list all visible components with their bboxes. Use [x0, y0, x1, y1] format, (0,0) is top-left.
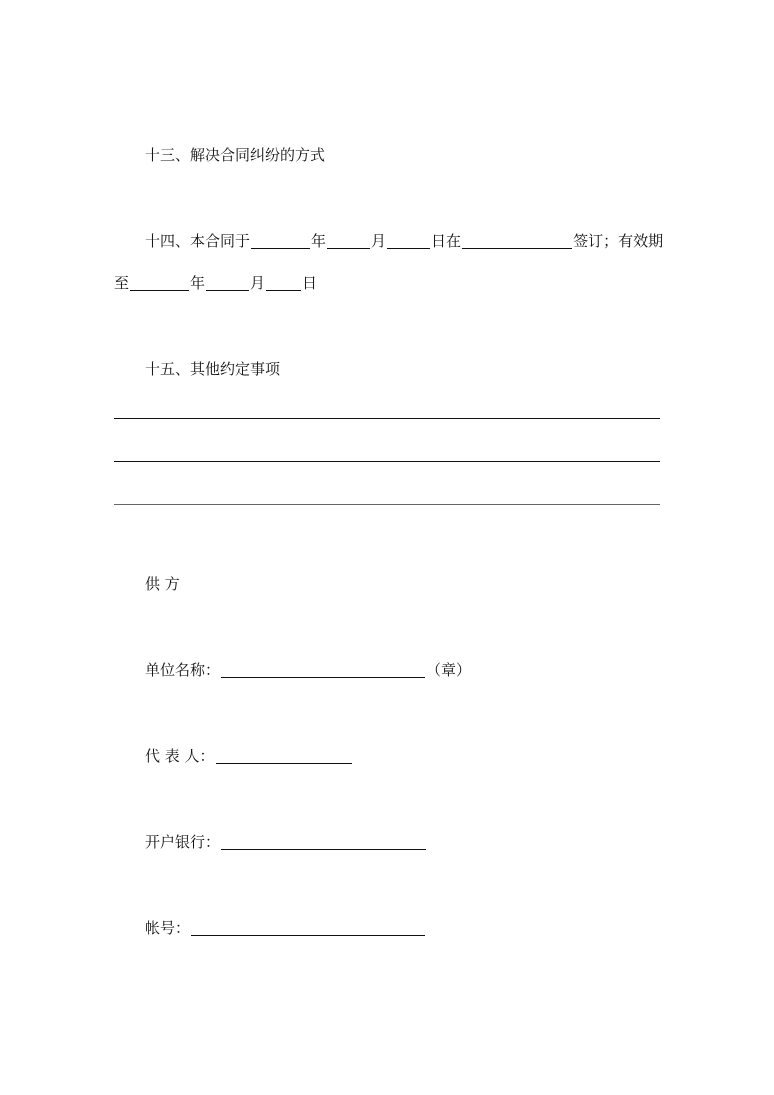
supplier-heading-text: 供 方	[145, 575, 180, 593]
sign-place-blank[interactable]	[462, 232, 572, 249]
account-label: 帐号：	[145, 919, 191, 937]
section-14-line-2	[114, 269, 774, 297]
expiry-day-blank[interactable]	[266, 274, 301, 291]
unit-name-row	[145, 656, 774, 684]
year2-label: 年	[190, 274, 206, 292]
year-label: 年	[311, 232, 327, 250]
bank-blank[interactable]	[221, 833, 426, 850]
supplier-heading	[145, 570, 774, 598]
day2-label: 日	[302, 274, 318, 292]
to-label: 至	[114, 274, 130, 292]
section-14-prefix: 十四、本合同于	[145, 232, 251, 250]
month2-label: 月	[250, 274, 266, 292]
other-terms-line-3[interactable]	[114, 504, 660, 505]
expiry-year-blank[interactable]	[130, 274, 189, 291]
section-15-heading	[145, 355, 774, 383]
sign-year-blank[interactable]	[251, 232, 310, 249]
sign-day-blank[interactable]	[387, 232, 430, 249]
signed-validity-label: 签订；有效期	[573, 232, 664, 250]
unit-name-blank[interactable]	[221, 661, 425, 678]
representative-label: 代 表 人：	[145, 747, 215, 765]
other-terms-line-2[interactable]	[114, 461, 660, 462]
unit-name-label: 单位名称：	[145, 661, 221, 679]
seal-label: （章）	[426, 661, 472, 679]
section-13-heading	[145, 141, 774, 169]
month-label: 月	[371, 232, 387, 250]
sign-month-blank[interactable]	[327, 232, 370, 249]
representative-row	[145, 742, 774, 770]
section-15-text: 十五、其他约定事项	[145, 360, 281, 378]
day-at-label: 日在	[431, 232, 462, 250]
section-13-text: 十三、解决合同纠纷的方式	[145, 146, 326, 164]
other-terms-line-1[interactable]	[114, 418, 660, 419]
bank-label: 开户银行：	[145, 833, 221, 851]
account-blank[interactable]	[191, 919, 425, 936]
section-14-line-1	[145, 227, 774, 255]
account-row	[145, 914, 774, 942]
expiry-month-blank[interactable]	[206, 274, 249, 291]
representative-blank[interactable]	[216, 747, 352, 764]
bank-row	[145, 828, 774, 856]
